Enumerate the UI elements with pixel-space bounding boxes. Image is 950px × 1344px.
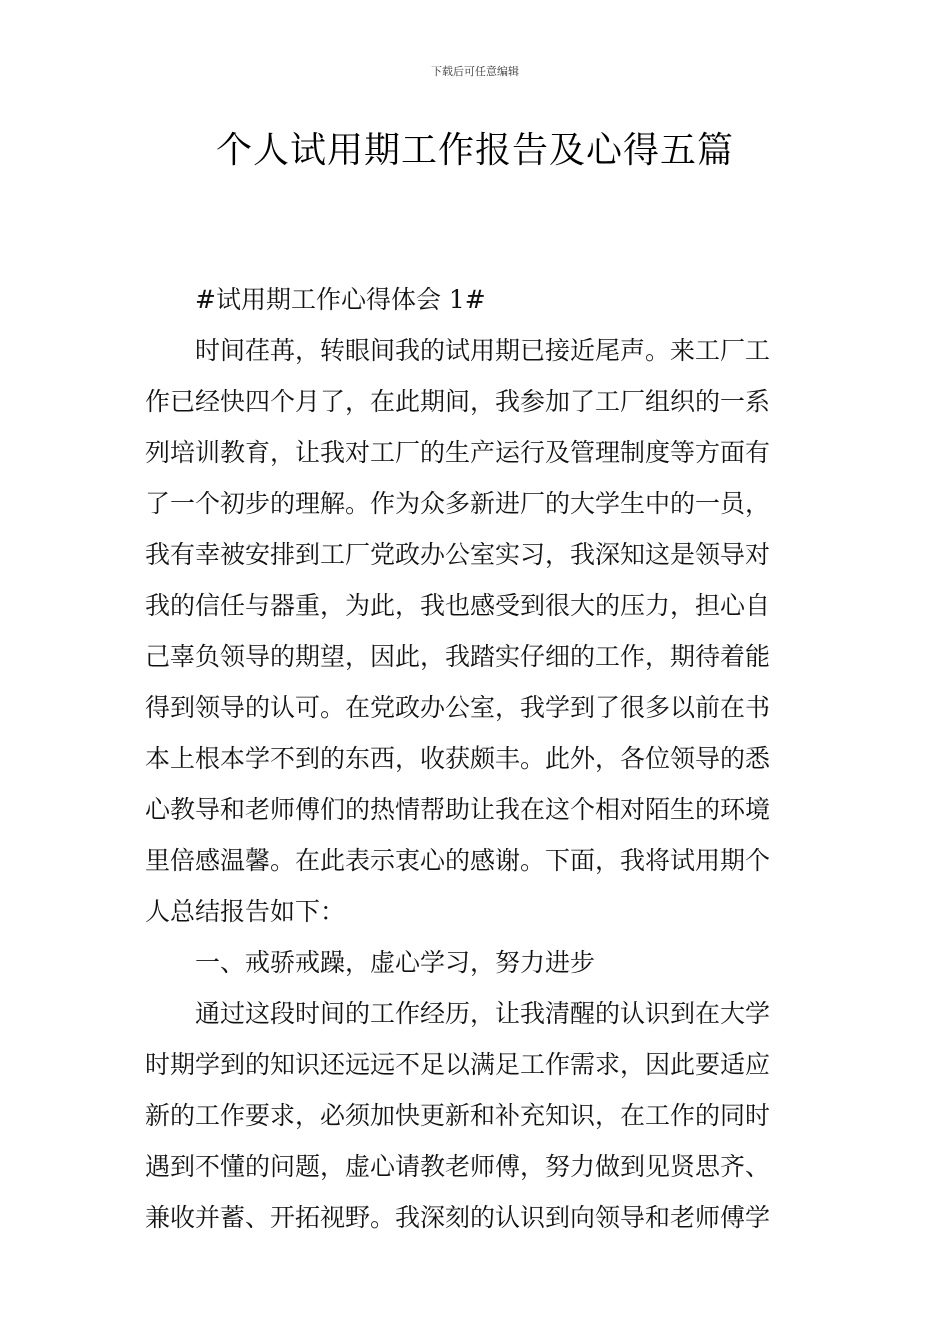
body-line: 新的工作要求，必须加快更新和补充知识，在工作的同时 (145, 1101, 771, 1130)
document-title: 个人试用期工作报告及心得五篇 (215, 130, 734, 171)
body-line: 人总结报告如下： (145, 897, 346, 926)
body-line: 列培训教育，让我对工厂的生产运行及管理制度等方面有 (145, 438, 771, 467)
body-line: 心教导和老师傅们的热情帮助让我在这个相对陌生的环境 (145, 795, 771, 824)
header-note: 下载后可任意编辑 (431, 65, 519, 78)
body-line: 通过这段时间的工作经历，让我清醒的认识到在大学 (195, 999, 771, 1028)
body-line: 得到领导的认可。在党政办公室，我学到了很多以前在书 (145, 693, 771, 722)
subsection-heading: 一、戒骄戒躁，虚心学习，努力进步 (195, 948, 596, 977)
body-line: 遇到不懂的问题，虚心请教老师傅，努力做到见贤思齐、 (145, 1152, 771, 1181)
section-heading: #试用期工作心得体会 1# (195, 285, 486, 314)
body-line: 我的信任与器重，为此，我也感受到很大的压力，担心自 (145, 591, 771, 620)
body-line: 本上根本学不到的东西，收获颇丰。此外，各位领导的悉 (145, 744, 771, 773)
body-line: 作已经快四个月了，在此期间，我参加了工厂组织的一系 (145, 387, 771, 416)
body-line: 时期学到的知识还远远不足以满足工作需求，因此要适应 (145, 1050, 771, 1079)
body-line: 我有幸被安排到工厂党政办公室实习，我深知这是领导对 (145, 540, 771, 569)
body-line: 兼收并蓄、开拓视野。我深刻的认识到向领导和老师傅学 (145, 1203, 771, 1232)
body-line: 时间荏苒，转眼间我的试用期已接近尾声。来工厂工 (195, 336, 771, 365)
body-line: 己辜负领导的期望，因此，我踏实仔细的工作，期待着能 (145, 642, 771, 671)
body-line: 了一个初步的理解。作为众多新进厂的大学生中的一员， (145, 489, 771, 518)
body-line: 里倍感温馨。在此表示衷心的感谢。下面，我将试用期个 (145, 846, 771, 875)
